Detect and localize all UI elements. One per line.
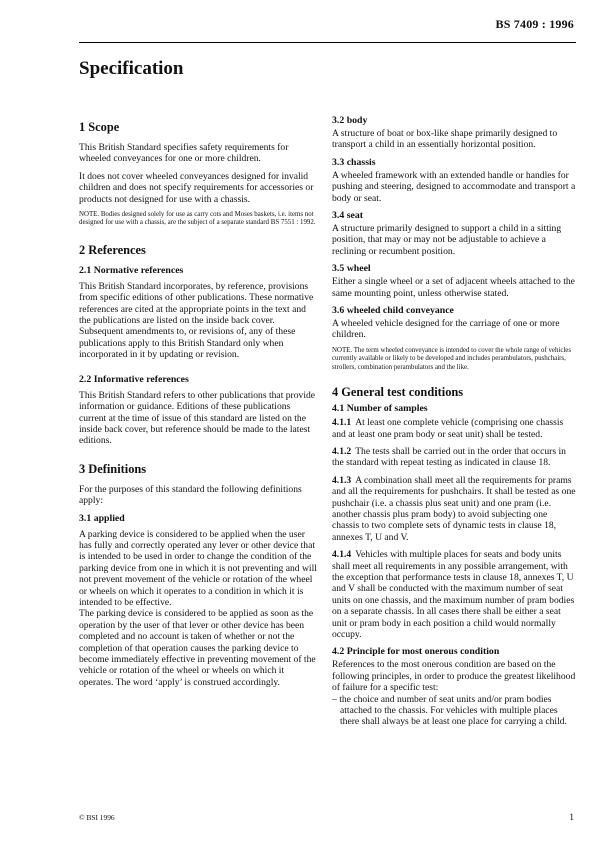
clause <box>332 417 576 440</box>
definition-term <box>332 305 576 341</box>
subsection-heading: 4.1 Number of samples <box>332 403 428 415</box>
right-column <box>332 115 576 728</box>
section-heading: 2 References <box>79 242 146 257</box>
term-heading: 3.5 wheel <box>332 263 371 275</box>
term-text: A wheeled vehicle designed for the carriage of one or more children. <box>332 318 560 341</box>
clause <box>332 549 576 640</box>
left-column <box>79 115 319 694</box>
paragraph: This British Standard specifies safety requirements for wheeled conveyances for one or more children. <box>79 142 289 165</box>
note: NOTE. The term wheeled conveyance is intended to cover the whole range of vehicles currently available or likely to be developed and includes perambulators, pushchairs, strollers, combination perambulators and the like. <box>332 346 572 371</box>
term-text: A structure primarily designed to support a child in a sitting position, that may or may not be adjustable to achieve a reclining or recumbent position. <box>332 223 562 257</box>
section-scope <box>79 120 319 228</box>
paragraph: For the purposes of this standard the following definitions apply: <box>79 483 302 507</box>
section-heading: 1 Scope <box>79 120 120 134</box>
section-heading: 4 General test conditions <box>332 385 464 400</box>
paragraph: References to the most onerous condition are based on the following principles, in order to produce the greatest likelihood of failure for a specific test: <box>332 659 576 694</box>
paragraph: The parking device is considered to be applied as soon as the operation by the user of that lever or other device has been completed and no account is taken of whether or not the completion of that operation causes the parking device to become immediately effective in preventing movement of the vehicle or rotation of the wheel or wheels on which it operates. The word ‘apply’ is construed accordingly. <box>79 608 316 688</box>
term-heading: 3.4 seat <box>332 210 364 222</box>
section-heading: 3 Definitions <box>79 461 147 476</box>
page-title: Specification <box>79 58 184 79</box>
clause-text: At least one complete vehicle (comprising one chassis and at least one pram body or seat unit) shall be tested. <box>332 417 564 440</box>
list-item: – the choice and number of seat units and/or pram bodies attached to the chassis. For vehicles with multiple places there shall always be at least one place for carrying a child. <box>332 693 567 728</box>
paragraph: This British Standard incorporates, by reference, provisions from specific editions of other publications. These normative references are cited at the appropriate points in the text and the publications are listed on the inside back cover. Subsequent amendments to, or revisions of, any of these publications apply to this British Standard only when incorporated in it by updating or revision. <box>79 280 314 361</box>
principle-list <box>332 694 576 728</box>
note: NOTE. Bodies designed solely for use as carry cots and Moses baskets, i.e. items not designed for use with a chassis, are the subject of a separate standard BS 7551 : 1992. <box>79 211 316 227</box>
clause-text: A combination shall meet all the requirements for prams and all the requirements for pushchairs. It shall be tested as one pushchair (i.e. a chassis plus seat unit) and one pram (i.e. another chassis plus pram body) to avoid subjecting one chassis to two complete sets of dynamic tests in clause 18, annexes T, U and V. <box>332 474 576 543</box>
document-id: BS 7409 : 1996 <box>495 17 574 31</box>
clause-text: Vehicles with multiple places for seats and body units shall meet all requirements in any possible arrangement, with the exception that performance tests in clause 18, annexes T, U and V shall be conducted with the maximum number of seat units on one chassis, and the maximum number of pram bodies on a separate chassis. In all cases there shall be either a seat unit or pram body in each position a child would normally occupy. <box>332 549 575 640</box>
header-rule <box>79 42 576 43</box>
definition-term <box>332 157 576 204</box>
section-references <box>79 243 319 447</box>
clause-number: 4.1.2 <box>332 445 352 457</box>
term-heading: 3.6 wheeled child conveyance <box>332 305 454 317</box>
subsection-heading: 2.1 Normative references <box>79 264 184 276</box>
clause-number: 4.1.3 <box>332 474 352 486</box>
copyright: © BSI 1996 <box>79 813 115 822</box>
page-number: 1 <box>569 812 574 823</box>
clause-number: 4.1.1 <box>332 417 352 429</box>
paragraph: It does not cover wheeled conveyances designed for invalid children and does not specify requirements for accessories or products not designed for use with a chassis. <box>79 170 314 205</box>
page-header <box>0 0 600 46</box>
definition-term <box>332 263 576 299</box>
term-heading: 3.3 chassis <box>332 156 376 168</box>
subsection-heading: 3.1 applied <box>79 512 125 524</box>
clause <box>332 475 576 543</box>
section-definitions <box>79 462 319 689</box>
definition-term <box>332 210 576 257</box>
paragraph: This British Standard refers to other publications that provide information or guidance. Editions of these publications current at the time of issue of this standard are listed on the inside back cover, but reference should be made to the latest editions. <box>79 389 316 447</box>
clause-number: 4.1.4 <box>332 549 352 561</box>
paragraph: A parking device is considered to be applied when the user has fully and correctly operated any lever or other device that is intended to be used in order to change the condition of the parking device from one in which it is not preventing and will not prevent movement of the vehicle or rotation of the wheel or wheels on which it operates to a condition in which it is intended to be effective. <box>79 528 317 608</box>
term-text: Either a single wheel or a set of adjacent wheels attached to the same mounting point, unless otherwise stated. <box>332 276 575 299</box>
definition-term <box>332 115 576 151</box>
clause <box>332 446 576 469</box>
term-text: A structure of boat or box-like shape primarily designed to transport a child in an essentially horizontal position. <box>332 128 558 151</box>
clause-text: The tests shall be carried out in the order that occurs in the standard with repeat testing as indicated in clause 18. <box>332 445 566 469</box>
term-text: A wheeled framework with an extended handle or handles for pushing and steering, designed to accommodate and transport a body or seat. <box>332 169 576 204</box>
subsection-heading: 4.2 Principle for most onerous condition <box>332 646 500 658</box>
term-heading: 3.2 body <box>332 115 368 126</box>
section-general-test-conditions <box>332 385 576 728</box>
subsection-heading: 2.2 Informative references <box>79 373 189 385</box>
